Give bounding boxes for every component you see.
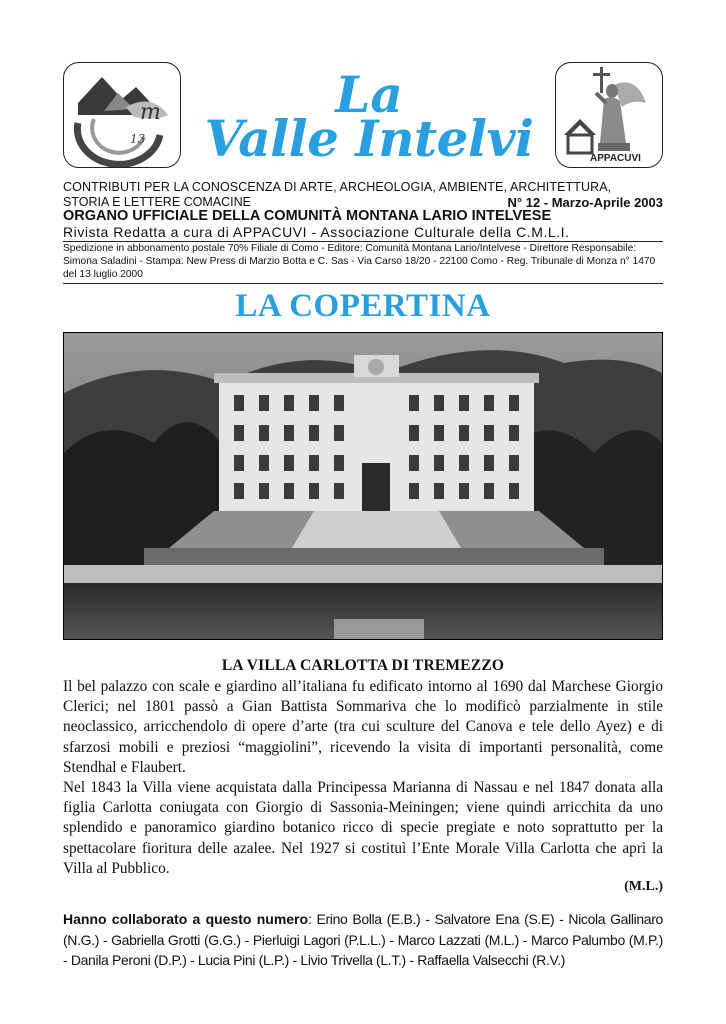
comunita-montana-mountain-logo-icon: [64, 63, 181, 168]
credits: [63, 909, 663, 971]
villa-carlotta-photo: [63, 332, 663, 640]
villa-window: [284, 455, 294, 471]
villa-window: [309, 455, 319, 471]
subtitle-line2: STORIA E LETTERE COMACINE: [63, 195, 252, 209]
villa-window: [434, 455, 444, 471]
villa-window: [409, 425, 419, 441]
masthead-title-line2: Valle Intelvi: [204, 109, 534, 168]
subtitle-line1: CONTRIBUTI PER LA CONOSCENZA DI ARTE, ARCHEOLOGIA, AMBIENTE, ARCHITETTURA,: [63, 180, 612, 194]
colophon: Spedizione in abbonamento postale 70% Filiale di Como - Editore: Comunità Montana Lario/Intelvese - Direttore Responsabile: Simona Saladini - Stampa: New Press di Marzio Botta e C. Sas - Via Carso 18/20 - 22100 Como - Reg. Tribunale di Monza n° 1470 del 13 luglio 2000: [63, 243, 656, 280]
villa-window: [459, 425, 469, 441]
villa-window: [259, 483, 269, 499]
villa-window: [334, 395, 344, 411]
villa-window: [484, 395, 494, 411]
villa-window: [284, 395, 294, 411]
right-logo-label: APPACUVI: [590, 153, 641, 164]
villa-window: [259, 425, 269, 441]
villa-window: [284, 483, 294, 499]
masthead-title-line1: La: [335, 65, 403, 124]
left-logo-number: 13: [130, 132, 146, 146]
villa-window: [309, 425, 319, 441]
section-title: LA COPERTINA: [235, 288, 491, 324]
villa-window: [409, 395, 419, 411]
villa-window: [334, 483, 344, 499]
villa-carlotta-photo-icon: [64, 333, 662, 639]
header-rule-top: [63, 241, 663, 242]
villa-window: [234, 395, 244, 411]
villa-window: [309, 483, 319, 499]
comunita-montana-logo: [63, 62, 181, 168]
villa-window: [234, 455, 244, 471]
villa-window: [509, 455, 519, 471]
credits-names: : Erino Bolla (E.B.) - Salvatore Ena (S.E) - Nicola Gallinaro (N.G.) - Gabriella Grotti (G.G.) - Pierluigi Lagori (P.L.L.) - Marco Lazzati (M.L.) - Marco Palumbo (M.P.) - Danila Peroni (D.P.) - Lucia Pini (L.P.) - Livio Trivella (L.T.) - Raffaella Valsecchi (R.V.): [63, 911, 663, 968]
villa-window: [509, 425, 519, 441]
villa-window: [309, 395, 319, 411]
article-paragraph-1: Il bel palazzo con scale e giardino all’italiana fu edificato intorno al 1690 dal Marchese Giorgio Clerici; nel 1801 passò a Gian Battista Sommariva che lo modificò parzialmente in stile neoclassico, arricchendolo di opere d’arte (tra cui sculture del Canova e tele dello Ayez) e di sfarzosi mobili e preziosi “maggiolini”, ricevendo la visita di importanti personalità, come Stendhal e Flaubert.: [63, 678, 663, 776]
villa-window: [259, 455, 269, 471]
header-rule-bottom: [63, 283, 663, 284]
villa-window: [284, 425, 294, 441]
left-logo-letter: m: [140, 100, 161, 125]
villa-window: [459, 395, 469, 411]
editor-line: Rivista Redatta a cura di APPACUVI - Associazione Culturale della C.M.L.I.: [63, 224, 570, 240]
credits-label: Hanno collaborato a questo numero: [63, 911, 309, 927]
villa-window: [434, 395, 444, 411]
villa-window: [234, 483, 244, 499]
angel-statue-appacuvi-logo-icon: [556, 63, 663, 168]
villa-window: [509, 483, 519, 499]
villa-window: [334, 425, 344, 441]
article-paragraph-2: Nel 1843 la Villa viene acquistata dalla Principessa Marianna di Nassau e nel 1847 donata alla figlia Carlotta coniugata con Giorgio di Sassonia-Meiningen; viene quindi arricchita da uno splendido e panoramico giardino botanico ricco di specie pregiate e noto soprattutto per la spettacolare fioritura delle azalee. Nel 1927 si costituì l’Ente Morale Villa Carlotta che aprì la Villa al Pubblico.: [63, 779, 663, 877]
villa-window: [434, 425, 444, 441]
villa-window: [409, 455, 419, 471]
villa-window: [459, 455, 469, 471]
villa-window: [409, 483, 419, 499]
villa-window: [459, 483, 469, 499]
article-title: LA VILLA CARLOTTA DI TREMEZZO: [221, 657, 505, 674]
villa-window: [509, 395, 519, 411]
villa-window: [334, 455, 344, 471]
article-signature: (M.L.): [624, 879, 663, 894]
villa-window: [434, 483, 444, 499]
organ-line: ORGANO UFFICIALE DELLA COMUNITÀ MONTANA LARIO INTELVESE: [63, 208, 552, 224]
villa-window: [484, 425, 494, 441]
issue-number: N° 12 - Marzo-Aprile 2003: [507, 195, 663, 210]
villa-window: [484, 455, 494, 471]
villa-window: [234, 425, 244, 441]
villa-window: [259, 395, 269, 411]
villa-window: [484, 483, 494, 499]
appacuvi-logo: [555, 62, 663, 168]
